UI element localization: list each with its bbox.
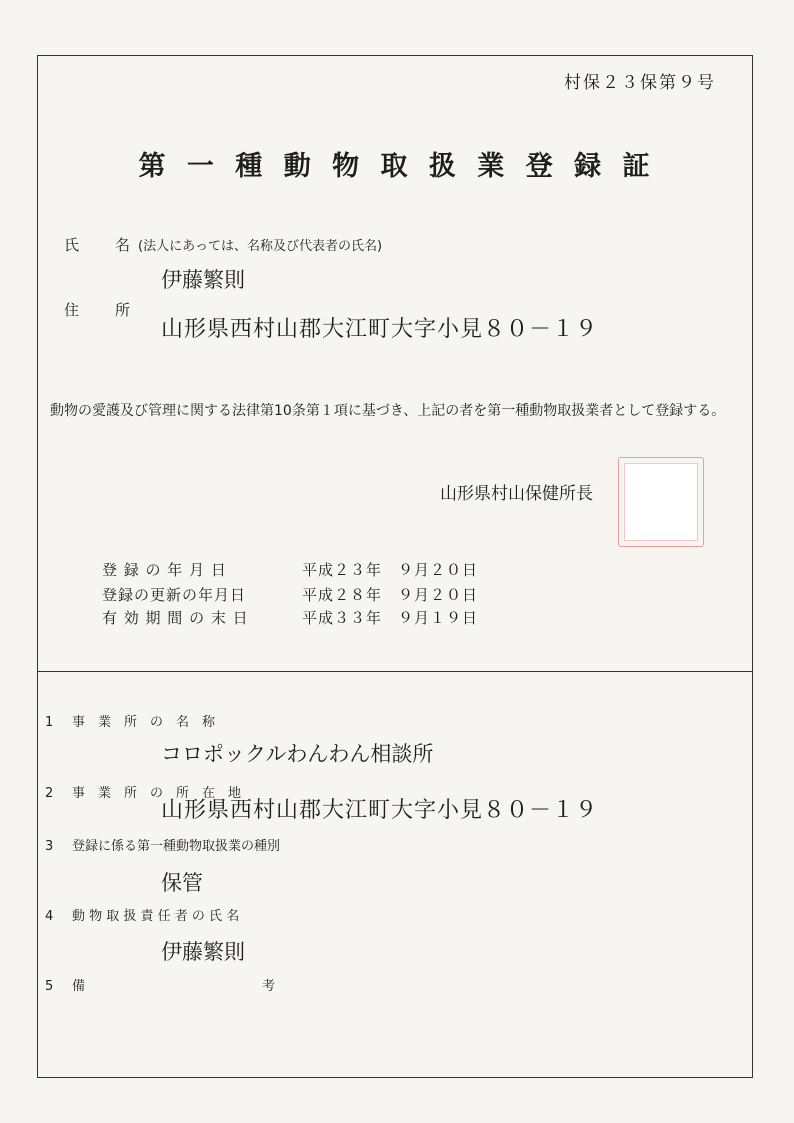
item-value-responsible-person: 伊藤繁則 (161, 940, 245, 964)
item-label-responsible-person: 動 物 取 扱 責 任 者 の 氏 名 (72, 909, 240, 924)
registration-number: 村保２３保第９号 (564, 73, 716, 93)
section-divider (37, 671, 753, 672)
date-value-registration: 平成２３年 ９月２０日 (302, 561, 479, 579)
name-label-1: 氏 (64, 236, 80, 254)
date-value-expiry: 平成３３年 ９月１９日 (302, 609, 479, 627)
seal-redaction (624, 463, 698, 541)
item-label-business-location: 事 業 所 の 所 在 地 (72, 786, 242, 801)
item-label-remarks-1: 備 (72, 979, 86, 994)
date-label-renewal: 登録の更新の年月日 (102, 586, 247, 604)
date-label-expiry: 有 効 期 間 の 末 日 (102, 609, 249, 627)
certificate-title: 第 一 種 動 物 取 扱 業 登 録 証 (138, 151, 656, 182)
address-label-1: 住 (64, 301, 80, 319)
issuer-name: 山形県村山保健所長 (440, 484, 593, 504)
item-label-remarks-2: 考 (262, 979, 276, 994)
item-value-business-location: 山形県西村山郡大江町大字小見８０－１９ (161, 798, 599, 823)
item-value-business-name: コロポックルわんわん相談所 (161, 742, 434, 766)
item-number-3: 3 (45, 839, 54, 854)
item-number-1: 1 (45, 715, 54, 730)
item-number-5: 5 (45, 979, 54, 994)
official-seal (618, 457, 704, 547)
date-value-renewal: 平成２８年 ９月２０日 (302, 586, 479, 604)
item-value-business-type: 保管 (161, 871, 203, 895)
item-number-2: 2 (45, 786, 54, 801)
item-label-business-name: 事 業 所 の 名 称 (72, 715, 216, 730)
item-label-business-type: 登録に係る第一種動物取扱業の種別 (72, 839, 281, 854)
address-value: 山形県西村山郡大江町大字小見８０－１９ (161, 317, 599, 342)
address-label-2: 所 (115, 301, 131, 319)
registration-statement: 動物の愛護及び管理に関する法律第10条第１項に基づき、上記の者を第一種動物取扱業者として登録する。 (50, 403, 726, 419)
date-label-registration: 登 録 の 年 月 日 (102, 561, 227, 579)
name-label-2: 名 (115, 236, 131, 254)
name-note: (法人にあっては、名称及び代表者の氏名) (138, 239, 383, 254)
item-number-4: 4 (45, 909, 54, 924)
name-value: 伊藤繁則 (161, 268, 245, 292)
